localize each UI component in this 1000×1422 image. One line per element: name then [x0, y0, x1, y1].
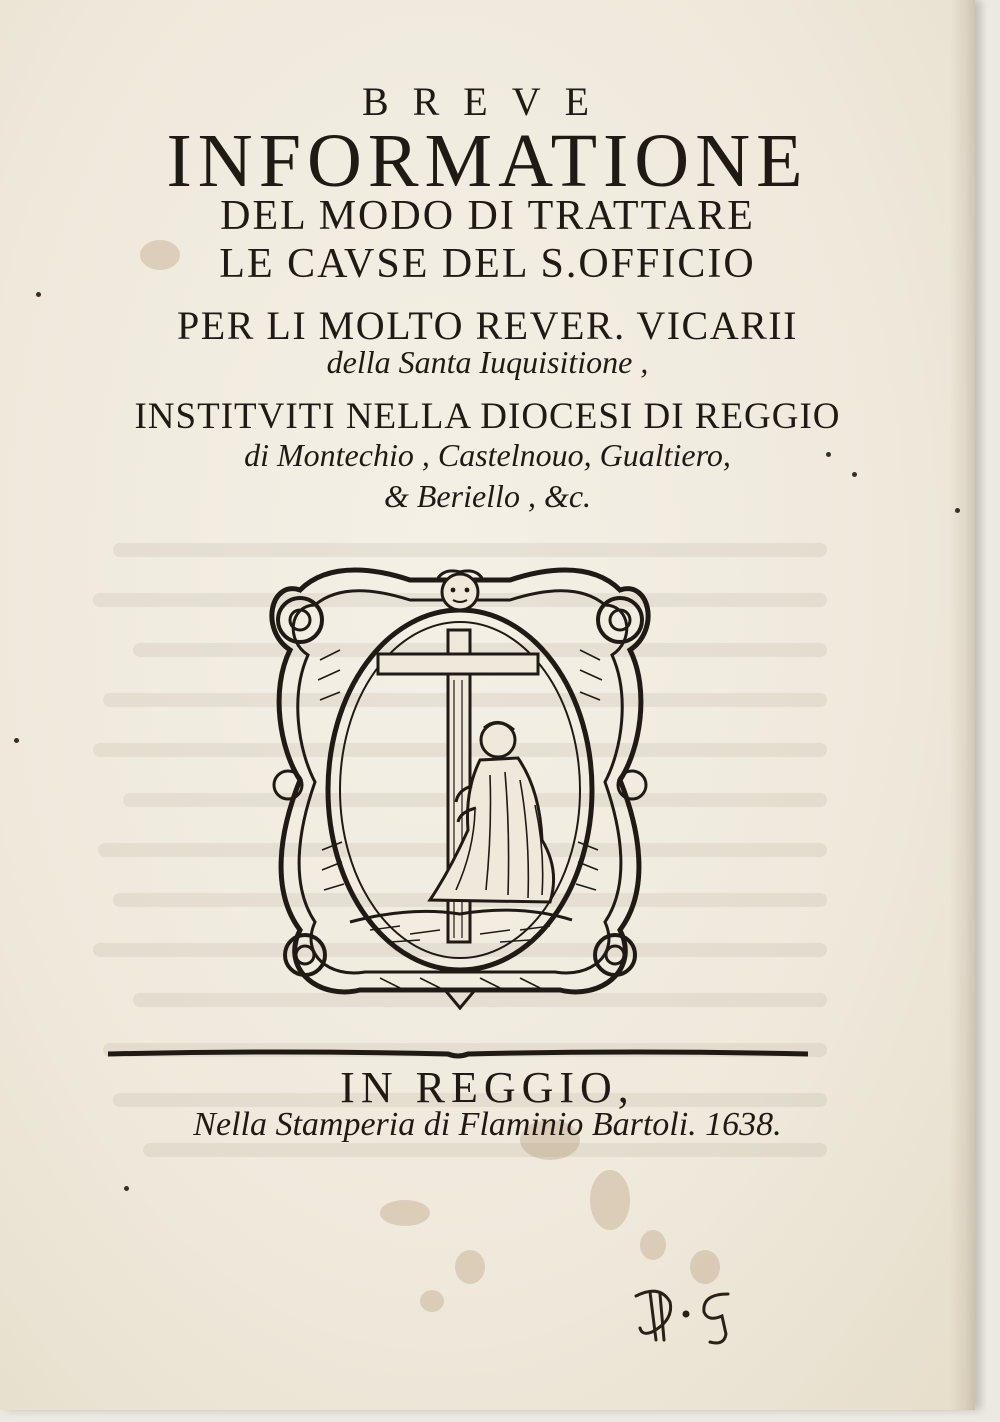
paper-stain	[690, 1250, 720, 1284]
title-per-li: PER LI MOLTO REVER. VICARII	[177, 303, 798, 348]
woodcut-cartouche-icon	[260, 550, 660, 1010]
ink-speck	[14, 738, 19, 743]
title-instituti: INSTITVITI NELLA DIOCESI DI REGGIO	[134, 396, 841, 437]
title-breve: BREVE	[361, 79, 614, 124]
title-le-cause: LE CAVSE DEL S.OFFICIO	[219, 241, 756, 287]
ink-speck	[36, 292, 41, 297]
paper-stain	[420, 1290, 444, 1312]
title-montechio: di Montechio , Castelnouo, Gualtiero,	[244, 437, 731, 473]
title-della-santa: della Santa Iuquisitione ,	[326, 344, 649, 380]
ink-speck	[124, 1186, 129, 1191]
paper-stain	[455, 1250, 485, 1284]
imprint-place: IN REGGIO,	[340, 1063, 635, 1112]
handwritten-initials-icon	[630, 1280, 740, 1350]
paper-stain	[590, 1170, 630, 1230]
title-informatione: INFORMATIONE	[166, 119, 809, 203]
paper-stain	[380, 1200, 430, 1226]
horizontal-rule	[108, 1046, 808, 1062]
paper-stain	[640, 1230, 666, 1260]
title-del-modo: DEL MODO DI TRATTARE	[220, 193, 755, 239]
title-beriello: & Beriello , &c.	[383, 478, 592, 514]
imprint-printer-date: Nella Stamperia di Flaminio Bartoli. 1638.	[193, 1106, 782, 1143]
